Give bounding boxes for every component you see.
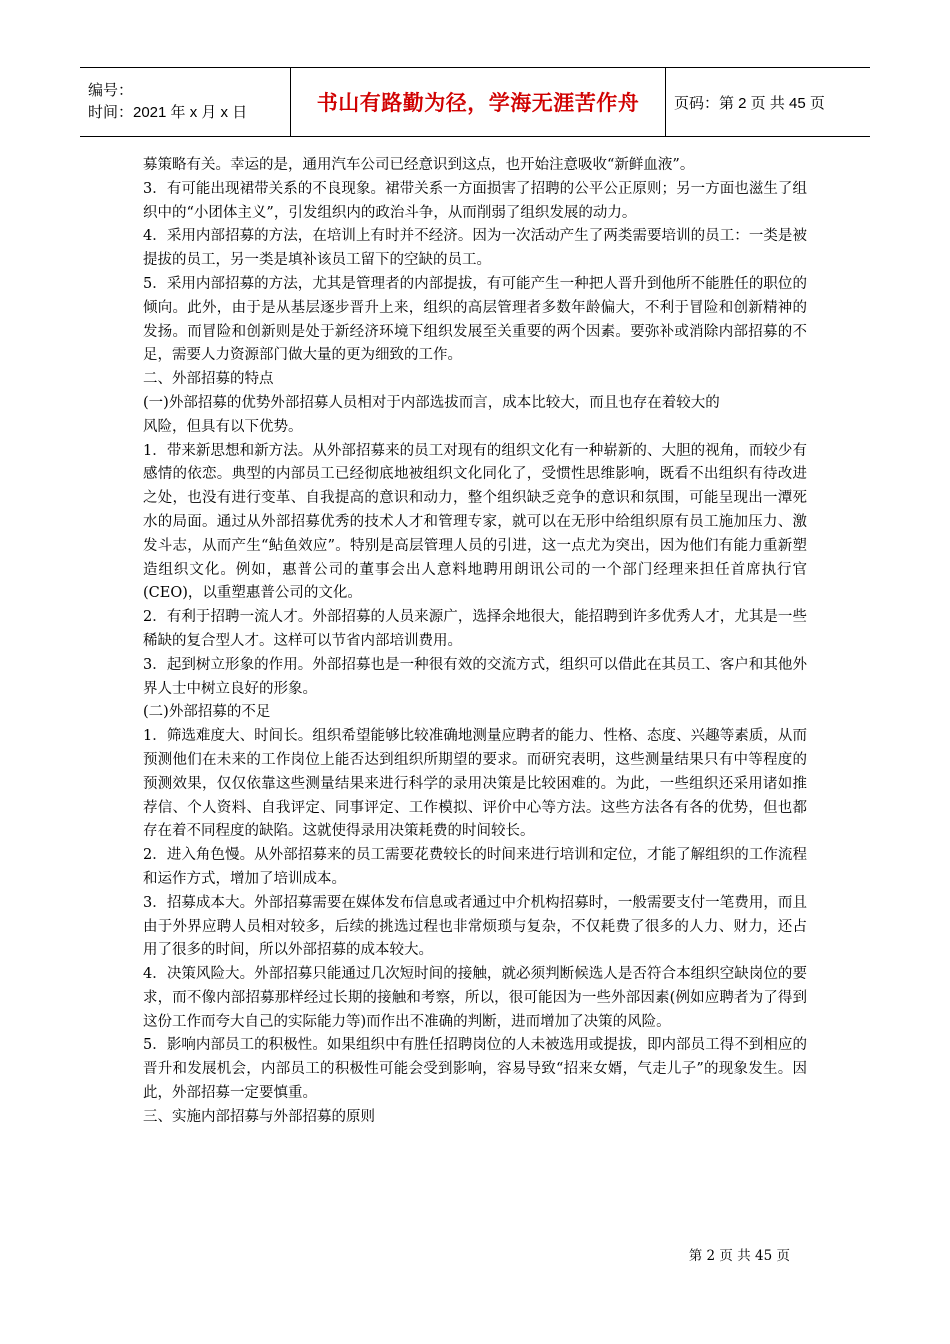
paragraph: 风险，但具有以下优势。: [143, 418, 303, 435]
section-heading: 二、外部招募的特点: [143, 371, 274, 388]
paragraph: 2．进入角色慢。从外部招募来的员工需要花费较长的时间来进行培训和定位，才能了解组织的工作流程和运作方式，增加了培训成本。: [143, 847, 807, 887]
header-motto: 书山有路勤为径，学海无涯苦作舟: [316, 91, 640, 115]
header-page-cell: [666, 68, 871, 137]
paragraph: 4．采用内部招募的方法，在培训上有时并不经济。因为一次活动产生了两类需要培训的员工：一类是被提拔的员工，另一类是填补该员工留下的空缺的员工。: [143, 228, 807, 269]
paragraph: 1．带来新思想和新方法。从外部招募来的员工对现有的组织文化有一种崭新的、大胆的视角，而较少有感情的依恋。典型的内部员工已经彻底地被组织文化同化了，受惯性思维影响，既看不出组织有待改进之处，也没有进行变革、自我提高的意识和动力，整个组织缺乏竞争的意识和氛围，可能呈现出一潭死水的局面。通过从外部招募优秀的技术人才和管理专家，就可以在无形中给组织原有员工施加压力、激发斗志，从而产生“鲇鱼效应”。特别是高层管理人员的引进，这一点尤为突出，因为他们有能力重新塑造组织文化。例如，惠普公司的董事会出人意料地聘用朗讯公司的一个部门经理来担任首席执行官(CEO)，以重塑惠普公司的文化。: [143, 442, 807, 602]
section-heading: 三、实施内部招募与外部招募的原则: [143, 1108, 375, 1125]
page-header: [80, 67, 870, 137]
document-number-label: 编号：: [88, 82, 134, 99]
page-footer: 第 2 页 共 45 页: [688, 1248, 790, 1264]
paragraph: 5．影响内部员工的积极性。如果组织中有胜任招聘岗位的人未被选用或提拔，即内部员工得不到相应的晋升和发展机会，内部员工的积极性可能会受到影响，容易导致“招来女婿，气走儿子”的现象发生。因此，外部招募一定要慎重。: [143, 1037, 807, 1102]
paragraph: 2．有利于招聘一流人才。外部招募的人员来源广，选择余地很大，能招聘到许多优秀人才，尤其是一些稀缺的复合型人才。这样可以节省内部培训费用。: [143, 609, 807, 649]
paragraph: 募策略有关。幸运的是，通用汽车公司已经意识到这点，也开始注意吸收“新鲜血液”。: [143, 157, 695, 173]
paragraph: 5．采用内部招募的方法，尤其是管理者的内部提拔，有可能产生一种把人晋升到他所不能胜任的职位的倾向。此外，由于是从基层逐步晋升上来，组织的高层管理者多数年龄偏大，不利于冒险和创新精神的发扬。而冒险和创新则是处于新经济环境下组织发展至关重要的两个因素。要弥补或消除内部招募的不足，需要人力资源部门做大量的更为细致的工作。: [143, 275, 807, 364]
paragraph: (一)外部招募的优势外部招募人员相对于内部选拔而言，成本比较大，而且也存在着较大的: [143, 394, 720, 411]
header-motto-cell: [291, 68, 666, 137]
subsection-heading: (二)外部招募的不足: [143, 704, 271, 721]
paragraph: 3．招募成本大。外部招募需要在媒体发布信息或者通过中介机构招募时，一般需要支付一笔费用，而且由于外界应聘人员相对较多，后续的挑选过程也非常烦琐与复杂，不仅耗费了很多的人力、财力，还占用了很多的时间，所以外部招募的成本较大。: [143, 894, 807, 959]
paragraph: 3．有可能出现裙带关系的不良现象。裙带关系一方面损害了招聘的公平公正原则；另一方面也滋生了组织中的“小团体主义”，引发组织内的政治斗争，从而削弱了组织发展的动力。: [143, 180, 807, 221]
header-meta-cell: [80, 68, 291, 137]
paragraph: 4．决策风险大。外部招募只能通过几次短时间的接触，就必须判断候选人是否符合本组织空缺岗位的要求，而不像内部招募那样经过长期的接触和考察，所以，很可能因为一些外部因素(例如应聘者为了得到这份工作而夸大自己的实际能力等)而作出不准确的判断，进而增加了决策的风险。: [143, 966, 807, 1030]
paragraph: 1．筛选难度大、时间长。组织希望能够比较准确地测量应聘者的能力、性格、态度、兴趣等素质，从而预测他们在未来的工作岗位上能否达到组织所期望的要求。而研究表明，这些测量结果只有中等程度的预测效果，仅仅依靠这些测量结果来进行科学的录用决策是比较困难的。为此，一些组织还采用诸如推荐信、个人资料、自我评定、同事评定、工作模拟、评价中心等方法。这些方法各有各的优势，但也都存在着不同程度的缺陷。这就使得录用决策耗费的时间较长。: [143, 728, 807, 840]
header-page-number: 页码：第 2 页 共 45 页: [674, 94, 825, 112]
paragraph: 3．起到树立形象的作用。外部招募也是一种很有效的交流方式，组织可以借此在其员工、客户和其他外界人士中树立良好的形象。: [143, 656, 807, 697]
document-body: [143, 154, 807, 1130]
document-date-label: 时间：2021 年 x 月 x 日: [88, 104, 248, 121]
